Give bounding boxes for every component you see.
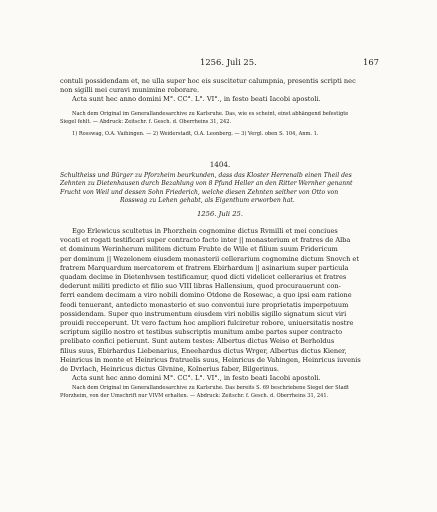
summary-line: Schultheiss und Bürger zu Pforzheim beurkunden, dass das Kloster Herrenalb einen Theil des	[60, 172, 352, 179]
note-line: Nach dem Original im Generallandesarchive zu Karlsruhe. Das, wie es scheint, einst abhängend befestigte	[72, 111, 349, 117]
text-line: Heinricus in monte et Heinricus fratruelis suus, Heinricus de Vahingen, Heinricus iuvenis	[60, 355, 361, 364]
charter-text	[60, 227, 380, 383]
text-line: filius suus, Ebirhardus Liebenarius, Eneehardus dictus Wrger, Albertus dictus Kiener,	[60, 346, 347, 355]
continued-text	[60, 77, 380, 105]
text-line: prelibato confici petierunt. Sunt autem testes: Albertus dictus Weiso et Berholdus	[60, 337, 335, 346]
page-number: 167	[363, 57, 379, 67]
footnote-line: 1) Rosswag, O.A. Vaihingen. — 2) Weiderstadt, O.A. Leonberg. — 3) Vergl. oben S. 104, Anm. 1.	[72, 131, 319, 137]
summary-line: Frucht von Weil und dessen Sohn Friederich, welche diesen Zehnten seither von Otto von	[60, 188, 339, 196]
text-line: feodi tenuerant, antedicto monasterio et suo conventui iure proprietatis imperpetuum	[60, 300, 349, 309]
text-line: quadam decime in Dietenhvsen testificamur, quod dicti videlicet cellerarius et fratres	[60, 273, 347, 282]
text-line: possidendam. Super quo instrumentum eiusdem viri nobilis sigillo signatum sicut viri	[60, 309, 347, 318]
document-number: 1404.	[209, 160, 231, 169]
text-line: per dominum || Wezelonem eiusdem monasterii cellerarium cognomine dictum Snovch et	[60, 254, 359, 263]
note-line: Pforzheim, von der Umschrift nur VIVM erhalten. — Abdruck: Zeitschr. f. Gesch. d. Oberrheins 31, 241.	[60, 392, 329, 399]
text-line: Ego Erlewicus scultetus in Phorzhein cognomine dictus Rvmilli et mei conciues	[72, 227, 338, 235]
text-line: contuli possidendam et, ne ulla super hoc eis suscitetur calumpnia, presentis scripti nec	[60, 77, 356, 85]
note-line: Siegel fehlt. — Abdruck: Zeitschr. f. Gesch. d. Oberrheins 31, 242.	[60, 118, 232, 125]
text-line: vocati et rogati testificari super contracto facto inter || monasterium et fratres de Alba	[60, 236, 351, 245]
source-note	[60, 111, 380, 126]
text-line: et dominum Werinherum militem dictum Frubte de Wile et filium suum Fridericum	[60, 245, 338, 254]
text-line: non sigilli mei curavi munimine roborare.	[60, 86, 200, 95]
text-line: fratrem Marquardum mercatorem et fratrem Ebirhardum || asinarium super particula	[60, 263, 349, 272]
text-line: dederunt militi predicto et filio suo VIII libras Hallensium, quod procurauerunt con-	[60, 282, 341, 291]
text-line: Acta sunt hec anno domini M°. CC°. L°. VI°., in festo beati Iacobi apostoli.	[72, 95, 321, 104]
text-line: prouidi recceperunt. Ut vero factum hoc ampliori fulciretur robore, uniuersitatis nostre	[60, 319, 354, 328]
text-line: de Dvrlach, Heinricus dictus Glvnine, Kolnerius faber, Bilgerinus.	[60, 365, 279, 374]
document-summary	[60, 172, 380, 205]
document-date: 1256. Juli 25.	[196, 210, 244, 218]
source-note-bottom	[60, 385, 380, 400]
text-line: ferri eandem decimam a viro nobili domino Otdone de Rosewac, a quo ipsi eam ratione	[60, 291, 352, 300]
note-line: Nach dem Original im Generallandesarchive zu Karlsruhe. Das bereits S. 69 beschriebene Siegel der Stadt	[72, 385, 349, 391]
summary-line: Zehnten zu Dietenhausen durch Bezahlung von 8 Pfund Heller an den Ritter Wernher genannt	[60, 180, 353, 188]
running-header	[60, 57, 379, 69]
summary-line: Rosswag zu Lehen gehabt, als Eigenthum erworben hat.	[120, 196, 295, 204]
footnotes	[60, 131, 380, 139]
text-line: Acta sunt hec anno domini M°. CC°. L°. VI°., in festo beati Iacobi apostoli.	[72, 374, 321, 383]
header-date: 1256. Juli 25.	[200, 57, 257, 67]
text-line: scriptum sigillo nostro et testibus subscriptis munitum ambe partes super contracto	[60, 328, 343, 337]
